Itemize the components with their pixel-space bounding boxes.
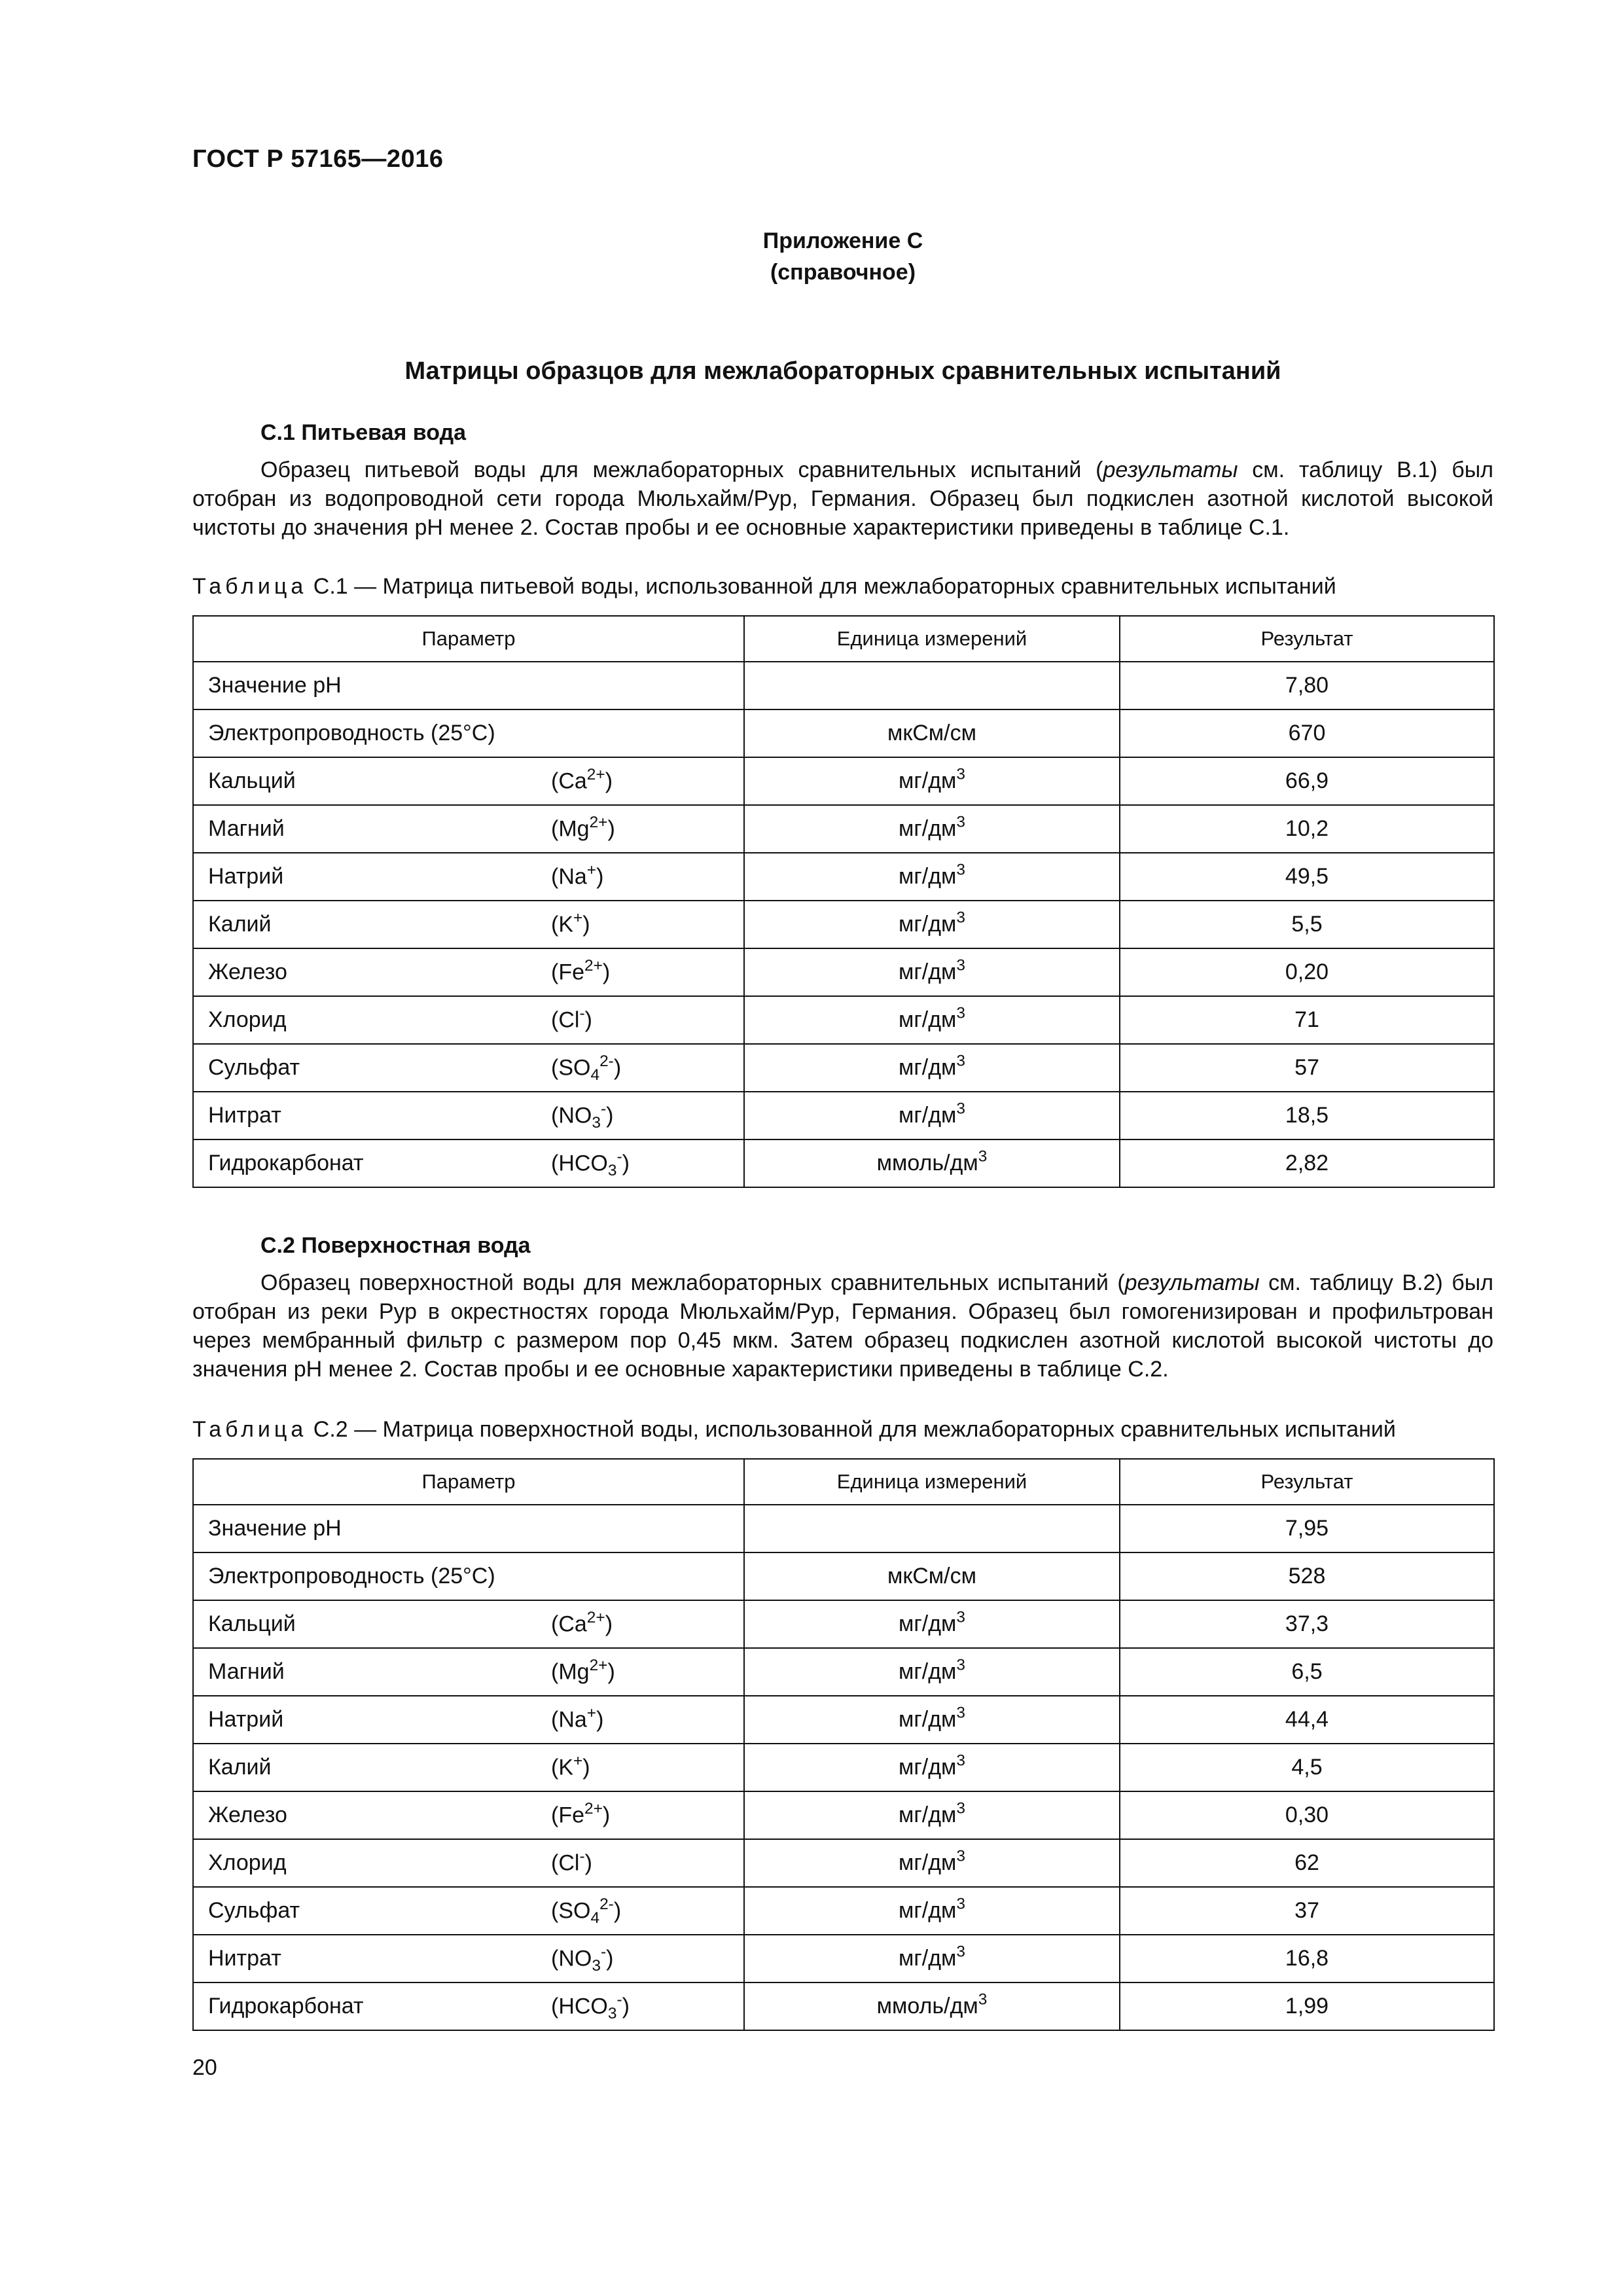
parameter-name: Сульфат: [208, 1898, 300, 1923]
formula-end: ): [602, 960, 611, 984]
unit-exponent: 3: [956, 1608, 966, 1626]
table-row: [193, 1505, 1494, 1552]
cell-unit: [744, 1696, 1120, 1744]
chemical-formula: [551, 1799, 611, 1828]
paragraph-emphasis: результаты: [1103, 457, 1238, 482]
appendix-title: Приложение С: [762, 228, 923, 253]
cell-result: 7,80: [1120, 662, 1494, 709]
cell-parameter: [193, 1982, 744, 2030]
table-row: [193, 1600, 1494, 1648]
unit-text: мг/дм: [898, 1898, 957, 1923]
table-row: [193, 1839, 1494, 1887]
formula-charge: 2+: [589, 813, 608, 831]
formula-charge: 2+: [589, 1656, 608, 1674]
drinking-water-table: [192, 615, 1495, 1188]
formula-base: (HCO: [551, 1994, 608, 2018]
table-header-row: [193, 1459, 1494, 1505]
cell-parameter: [193, 1139, 744, 1187]
unit-exponent: 3: [978, 1990, 988, 2009]
unit-text: мкСм/см: [887, 1564, 976, 1588]
table-row: [193, 662, 1494, 709]
column-header-unit: Единица измерений: [744, 616, 1120, 662]
table-caption-text: С.1 — Матрица питьевой воды, использованной для межлабораторных сравнительных испытаний: [307, 574, 1336, 599]
cell-unit: [744, 1600, 1120, 1648]
parameter-name: Значение рН: [208, 1516, 342, 1541]
cell-parameter: [193, 1935, 744, 1982]
unit-text: мг/дм: [898, 1946, 957, 1971]
cell-result: 66,9: [1120, 757, 1494, 805]
paragraph-text: Образец питьевой воды для межлабораторных сравнительных испытаний (: [260, 457, 1103, 482]
formula-charge: +: [586, 861, 597, 879]
formula-base: (K: [551, 912, 573, 937]
parameter-name: Нитрат: [208, 1946, 281, 1971]
formula-base: (Ca: [551, 1611, 587, 1636]
chemical-formula: [551, 1100, 614, 1132]
cell-parameter: [193, 1552, 744, 1600]
chemical-formula: [551, 813, 615, 842]
column-header-result: Результат: [1120, 616, 1494, 662]
unit-text: мг/дм: [898, 864, 957, 889]
formula-base: (Mg: [551, 816, 590, 841]
formula-subscript: 4: [590, 1066, 600, 1084]
formula-base: (Fe: [551, 960, 584, 984]
formula-charge: -: [579, 1847, 585, 1865]
column-header-result: Результат: [1120, 1459, 1494, 1505]
column-header-unit: Единица измерений: [744, 1459, 1120, 1505]
formula-charge: 2-: [599, 1052, 614, 1070]
unit-text: ммоль/дм: [876, 1994, 978, 2018]
page-number: 20: [192, 2055, 217, 2080]
parameter-name: Гидрокарбонат: [208, 1994, 364, 2018]
formula-end: ): [602, 1803, 611, 1827]
formula-base: (NO: [551, 1103, 592, 1128]
chemical-formula: [551, 765, 613, 794]
parameter-name: Железо: [208, 960, 287, 984]
formula-charge: +: [573, 908, 583, 927]
cell-parameter: [193, 662, 744, 709]
paragraph-text: см. таблицу В.1) был отобран из водопроводной сети города Мюльхайм/Рур, Германия. Образец был подкислен азотной кислотой высокой чистоты до значения рН менее 2. Состав пробы и ее основные характеристики приведены в таблице С.1.: [192, 457, 1494, 540]
column-header-parameter: Параметр: [193, 1459, 744, 1505]
appendix-heading: [0, 225, 1623, 288]
chemical-formula: [551, 1608, 613, 1637]
parameter-name: Кальций: [208, 1611, 296, 1636]
cell-result: 670: [1120, 709, 1494, 757]
page-title: Матрицы образцов для межлабораторных сравнительных испытаний: [404, 357, 1281, 385]
formula-base: (SO: [551, 1055, 591, 1080]
unit-exponent: 3: [956, 1895, 966, 1913]
formula-base: (Cl: [551, 1850, 580, 1875]
paragraph-emphasis: результаты: [1124, 1270, 1260, 1295]
unit-exponent: 3: [956, 1799, 966, 1818]
table-row: [193, 1935, 1494, 1982]
formula-end: ): [613, 1055, 622, 1080]
formula-charge: -: [579, 1004, 585, 1022]
table-body: [193, 1505, 1494, 2030]
cell-parameter: [193, 1600, 744, 1648]
formula-subscript: 3: [607, 1161, 617, 1179]
chemical-formula: [551, 1895, 622, 1927]
chemical-formula: [551, 1847, 592, 1876]
unit-text: мг/дм: [898, 912, 957, 937]
unit-text: ммоль/дм: [876, 1151, 978, 1175]
cell-result: 6,5: [1120, 1648, 1494, 1696]
formula-base: (SO: [551, 1898, 591, 1923]
cell-parameter: [193, 901, 744, 948]
section-heading-surface-water: С.2 Поверхностная вода: [260, 1233, 531, 1258]
cell-parameter: [193, 1839, 744, 1887]
unit-text: мг/дм: [898, 1103, 957, 1128]
chemical-formula: [551, 861, 604, 889]
cell-parameter: [193, 805, 744, 853]
formula-subscript: 4: [590, 1909, 600, 1927]
cell-result: 62: [1120, 1839, 1494, 1887]
cell-result: 71: [1120, 996, 1494, 1044]
cell-result: 528: [1120, 1552, 1494, 1600]
unit-exponent: 3: [956, 1847, 966, 1865]
formula-base: (HCO: [551, 1151, 608, 1175]
table-row: [193, 1744, 1494, 1791]
cell-parameter: [193, 1791, 744, 1839]
cell-unit: [744, 1139, 1120, 1187]
formula-end: ): [607, 1659, 615, 1684]
paragraph-text: Образец поверхностной воды для межлабораторных сравнительных испытаний (: [260, 1270, 1125, 1295]
unit-text: мг/дм: [898, 1659, 957, 1684]
cell-result: 18,5: [1120, 1092, 1494, 1139]
table-row: [193, 1092, 1494, 1139]
cell-unit: [744, 1044, 1120, 1092]
chemical-formula: [551, 1052, 622, 1084]
cell-parameter: [193, 948, 744, 996]
chemical-formula: [551, 1704, 604, 1732]
cell-unit: [744, 996, 1120, 1044]
cell-parameter: [193, 996, 744, 1044]
unit-exponent: 3: [956, 956, 966, 975]
table-header-row: [193, 616, 1494, 662]
table-caption: [192, 1417, 1495, 1443]
unit-exponent: 3: [956, 1004, 966, 1022]
chemical-formula: [551, 1943, 614, 1975]
cell-unit: [744, 1887, 1120, 1935]
unit-exponent: 3: [978, 1147, 988, 1166]
formula-end: ): [596, 1707, 604, 1732]
formula-base: (Fe: [551, 1803, 584, 1827]
unit-exponent: 3: [956, 1656, 966, 1674]
formula-charge: -: [616, 1990, 622, 2009]
unit-text: мг/дм: [898, 1850, 957, 1875]
unit-text: мг/дм: [898, 1707, 957, 1732]
table-row: [193, 853, 1494, 901]
cell-unit: [744, 757, 1120, 805]
cell-unit: [744, 853, 1120, 901]
cell-unit: [744, 1839, 1120, 1887]
parameter-name: Натрий: [208, 864, 284, 889]
formula-charge: 2+: [586, 765, 605, 783]
table-row: [193, 1791, 1494, 1839]
formula-charge: +: [573, 1751, 583, 1770]
formula-charge: 2+: [584, 1799, 603, 1818]
surface-water-table: [192, 1458, 1495, 2031]
parameter-name: Натрий: [208, 1707, 284, 1732]
table-row: [193, 1552, 1494, 1600]
parameter-name: Значение рН: [208, 673, 342, 698]
formula-end: ): [607, 816, 615, 841]
cell-result: 5,5: [1120, 901, 1494, 948]
cell-result: 2,82: [1120, 1139, 1494, 1187]
document-header: ГОСТ Р 57165—2016: [192, 145, 444, 173]
formula-base: (NO: [551, 1946, 592, 1971]
chemical-formula: [551, 1656, 615, 1685]
unit-text: мг/дм: [898, 768, 957, 793]
cell-parameter: [193, 1648, 744, 1696]
formula-charge: -: [616, 1147, 622, 1166]
cell-parameter: [193, 1744, 744, 1791]
unit-text: мг/дм: [898, 1055, 957, 1080]
table-row: [193, 948, 1494, 996]
formula-base: (Ca: [551, 768, 587, 793]
formula-end: ): [606, 1946, 614, 1971]
unit-text: мг/дм: [898, 1611, 957, 1636]
parameter-name: Железо: [208, 1803, 287, 1827]
formula-end: ): [622, 1994, 630, 2018]
formula-base: (Cl: [551, 1007, 580, 1032]
unit-text: мг/дм: [898, 1007, 957, 1032]
formula-end: ): [582, 1755, 590, 1780]
unit-exponent: 3: [956, 765, 966, 783]
formula-base: (K: [551, 1755, 573, 1780]
unit-exponent: 3: [956, 1751, 966, 1770]
section-paragraph-drinking-water: [192, 456, 1493, 542]
cell-result: 37,3: [1120, 1600, 1494, 1648]
cell-result: 37: [1120, 1887, 1494, 1935]
unit-exponent: 3: [956, 813, 966, 831]
unit-text: мг/дм: [898, 816, 957, 841]
cell-unit: [744, 805, 1120, 853]
unit-text: мг/дм: [898, 960, 957, 984]
table-row: [193, 1887, 1494, 1935]
parameter-name: Сульфат: [208, 1055, 300, 1080]
table-row: [193, 757, 1494, 805]
table-row: [193, 1139, 1494, 1187]
cell-unit: [744, 1744, 1120, 1791]
unit-text: мкСм/см: [887, 721, 976, 745]
cell-unit: [744, 1935, 1120, 1982]
formula-subscript: 3: [607, 2004, 617, 2022]
formula-charge: -: [600, 1943, 607, 1961]
unit-exponent: 3: [956, 1704, 966, 1722]
formula-end: ): [582, 912, 590, 937]
formula-subscript: 3: [592, 1956, 601, 1975]
cell-result: 57: [1120, 1044, 1494, 1092]
section-heading-drinking-water: С.1 Питьевая вода: [260, 420, 467, 445]
parameter-name: Электропроводность (25°С): [208, 721, 495, 745]
cell-unit: [744, 709, 1120, 757]
formula-base: (Na: [551, 1707, 587, 1732]
formula-charge: 2+: [586, 1608, 605, 1626]
formula-end: ): [622, 1151, 630, 1175]
table-row: [193, 1982, 1494, 2030]
cell-unit: [744, 1982, 1120, 2030]
unit-exponent: 3: [956, 861, 966, 879]
cell-parameter: [193, 1092, 744, 1139]
table-row: [193, 1696, 1494, 1744]
cell-result: 0,20: [1120, 948, 1494, 996]
table-body: [193, 662, 1494, 1187]
table-row: [193, 901, 1494, 948]
cell-result: 7,95: [1120, 1505, 1494, 1552]
formula-base: (Mg: [551, 1659, 590, 1684]
parameter-name: Гидрокарбонат: [208, 1151, 364, 1175]
parameter-name: Электропроводность (25°С): [208, 1564, 495, 1588]
parameter-name: Нитрат: [208, 1103, 281, 1128]
cell-parameter: [193, 757, 744, 805]
chemical-formula: [551, 1990, 630, 2022]
chemical-formula: [551, 1751, 590, 1780]
table-caption: [192, 574, 1495, 600]
formula-end: ): [605, 768, 613, 793]
parameter-name: Хлорид: [208, 1850, 287, 1875]
chemical-formula: [551, 1147, 630, 1179]
cell-unit: [744, 662, 1120, 709]
formula-end: ): [584, 1850, 592, 1875]
cell-unit: [744, 1648, 1120, 1696]
unit-exponent: 3: [956, 1100, 966, 1118]
table-caption-label: Таблица: [192, 1417, 308, 1442]
parameter-name: Калий: [208, 912, 272, 937]
parameter-name: Магний: [208, 816, 285, 841]
cell-result: 1,99: [1120, 1982, 1494, 2030]
cell-result: 16,8: [1120, 1935, 1494, 1982]
parameter-name: Кальций: [208, 768, 296, 793]
chemical-formula: [551, 1004, 592, 1033]
table-row: [193, 709, 1494, 757]
unit-exponent: 3: [956, 1943, 966, 1961]
unit-exponent: 3: [956, 1052, 966, 1070]
appendix-subtitle: (справочное): [770, 260, 916, 285]
cell-unit: [744, 901, 1120, 948]
formula-end: ): [584, 1007, 592, 1032]
cell-parameter: [193, 709, 744, 757]
cell-result: 49,5: [1120, 853, 1494, 901]
table-caption-text: С.2 — Матрица поверхностной воды, использованной для межлабораторных сравнительных испытаний: [307, 1417, 1396, 1442]
table-row: [193, 1648, 1494, 1696]
formula-end: ): [606, 1103, 614, 1128]
paragraph-text: см. таблицу В.2) был отобран из реки Рур в окрестностях города Мюльхайм/Рур, Германия. Образец был гомогенизирован и профильтрован через мембранный фильтр с размером пор 0,45 мкм. Затем образец подкислен азотной кислотой высокой чистоты до значения рН менее 2. Состав пробы и ее основные характеристики приведены в таблице С.2.: [192, 1270, 1493, 1382]
formula-charge: 2-: [599, 1895, 614, 1913]
parameter-name: Калий: [208, 1755, 272, 1780]
chemical-formula: [551, 956, 611, 985]
cell-parameter: [193, 853, 744, 901]
unit-text: мг/дм: [898, 1803, 957, 1827]
section-paragraph-surface-water: [192, 1268, 1493, 1384]
formula-charge: 2+: [584, 956, 603, 975]
formula-base: (Na: [551, 864, 587, 889]
parameter-name: Магний: [208, 1659, 285, 1684]
cell-result: 4,5: [1120, 1744, 1494, 1791]
cell-parameter: [193, 1887, 744, 1935]
cell-parameter: [193, 1505, 744, 1552]
cell-unit: [744, 1791, 1120, 1839]
formula-charge: -: [600, 1100, 607, 1118]
parameter-name: Хлорид: [208, 1007, 287, 1032]
cell-unit: [744, 1552, 1120, 1600]
cell-unit: [744, 948, 1120, 996]
table-row: [193, 805, 1494, 853]
cell-parameter: [193, 1044, 744, 1092]
cell-result: 44,4: [1120, 1696, 1494, 1744]
formula-end: ): [613, 1898, 622, 1923]
table-row: [193, 996, 1494, 1044]
cell-result: 0,30: [1120, 1791, 1494, 1839]
table-row: [193, 1044, 1494, 1092]
formula-end: ): [596, 864, 604, 889]
cell-unit: [744, 1505, 1120, 1552]
column-header-parameter: Параметр: [193, 616, 744, 662]
cell-unit: [744, 1092, 1120, 1139]
formula-end: ): [605, 1611, 613, 1636]
unit-exponent: 3: [956, 908, 966, 927]
formula-subscript: 3: [592, 1113, 601, 1132]
formula-charge: +: [586, 1704, 597, 1722]
unit-text: мг/дм: [898, 1755, 957, 1780]
chemical-formula: [551, 908, 590, 937]
cell-parameter: [193, 1696, 744, 1744]
table-caption-label: Таблица: [192, 574, 308, 599]
cell-result: 10,2: [1120, 805, 1494, 853]
